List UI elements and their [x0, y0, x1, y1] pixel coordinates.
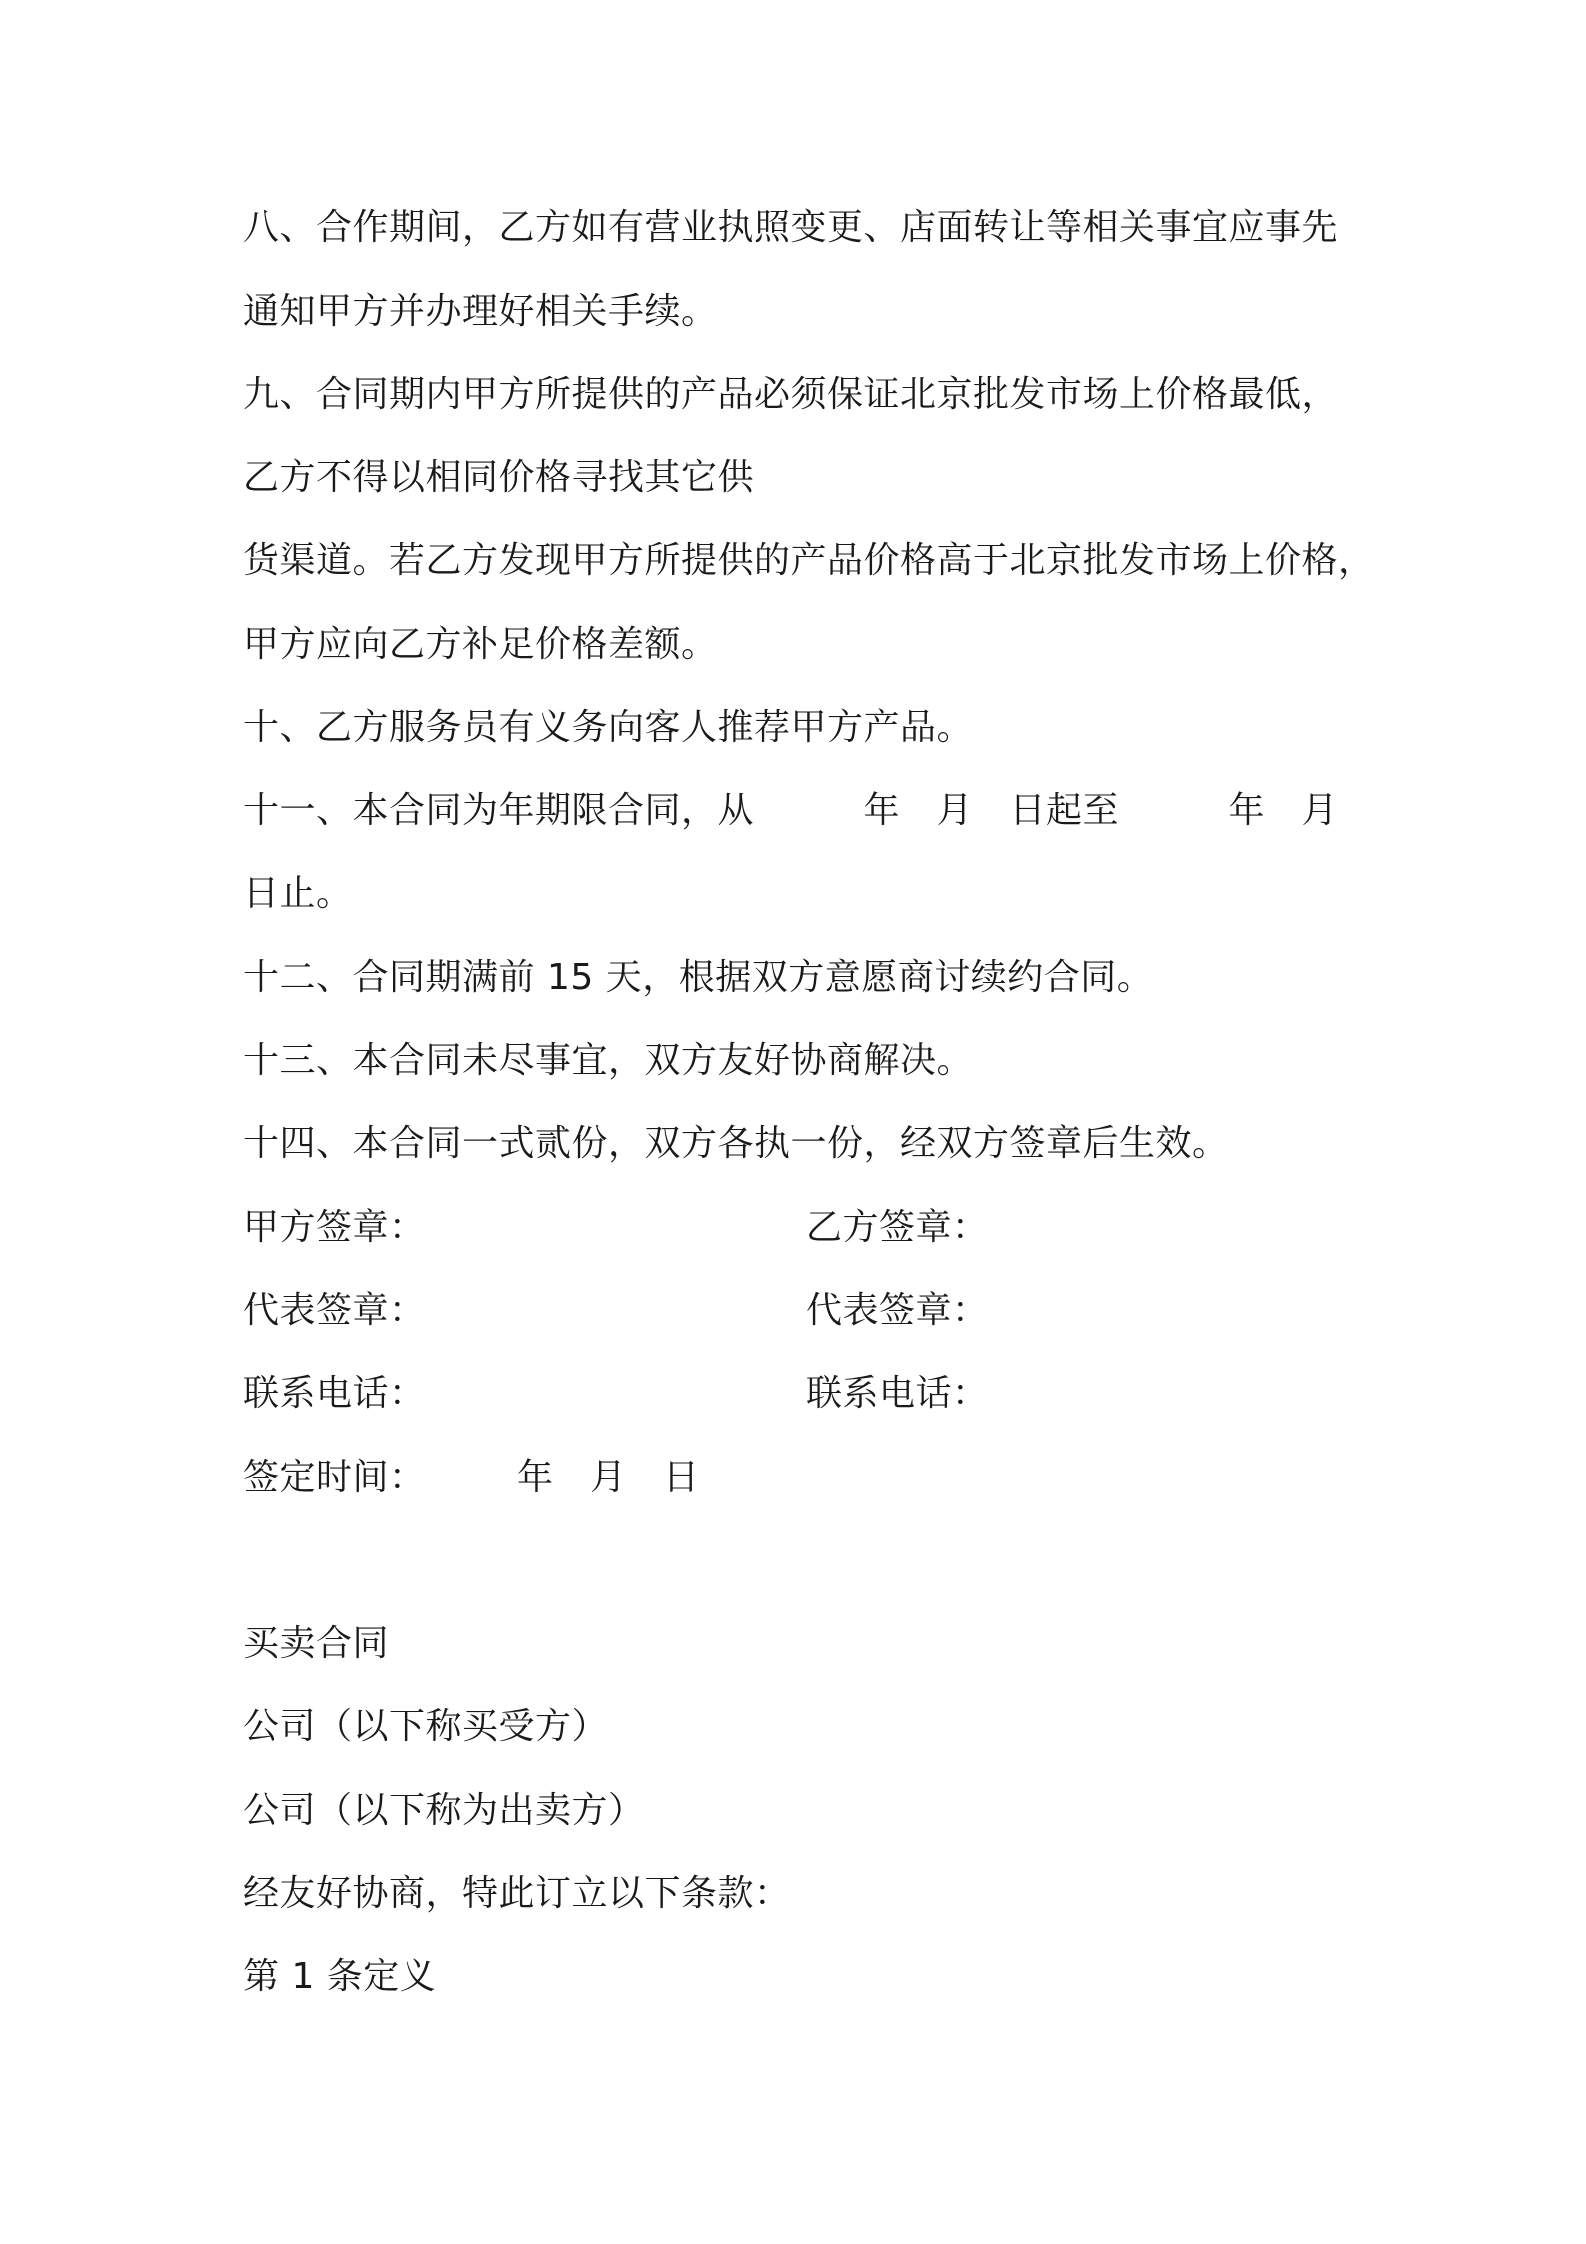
clause-14: 十四、本合同一式贰份，双方各执一份，经双方签章后生效。	[243, 1123, 1229, 1164]
clause-13: 十三、本合同未尽事宜，双方友好协商解决。	[243, 1040, 974, 1081]
party-b-seal-label: 乙方签章：	[806, 1207, 989, 1248]
clause-9-line-4: 甲方应向乙方补足价格差额。	[243, 624, 718, 665]
phone-b-label: 联系电话：	[806, 1373, 989, 1414]
clause-11-line-1: 十一、本合同为年期限合同，从 年 月 日起至 年 月	[243, 790, 1339, 831]
rep-a-seal-label: 代表签章：	[243, 1290, 426, 1331]
article-1-heading: 第 1 条定义	[243, 1956, 437, 1997]
clause-9-line-3: 货渠道。若乙方发现甲方所提供的产品价格高于北京批发市场上价格，	[243, 540, 1375, 581]
clause-12: 十二、合同期满前 15 天，根据双方意愿商讨续约合同。	[243, 957, 1154, 998]
phone-a-label: 联系电话：	[243, 1373, 426, 1414]
clause-9-line-2: 乙方不得以相同价格寻找其它供	[243, 457, 755, 498]
clause-9-line-1: 九、合同期内甲方所提供的产品必须保证北京批发市场上价格最低，	[243, 374, 1339, 415]
clause-8-line-2: 通知甲方并办理好相关手续。	[243, 291, 718, 332]
clause-10: 十、乙方服务员有义务向客人推荐甲方产品。	[243, 707, 974, 748]
buyer-line: 公司（以下称买受方）	[243, 1706, 609, 1747]
intro-line: 经友好协商，特此订立以下条款：	[243, 1873, 791, 1914]
clause-11-line-2: 日止。	[243, 873, 353, 914]
clause-8-line-1: 八、合作期间，乙方如有营业执照变更、店面转让等相关事宜应事先	[243, 207, 1339, 248]
sign-date-label: 签定时间： 年 月 日	[243, 1457, 700, 1498]
rep-b-seal-label: 代表签章：	[806, 1290, 989, 1331]
seller-line: 公司（以下称为出卖方）	[243, 1790, 645, 1831]
second-contract-title: 买卖合同	[243, 1623, 390, 1664]
party-a-seal-label: 甲方签章：	[243, 1207, 426, 1248]
